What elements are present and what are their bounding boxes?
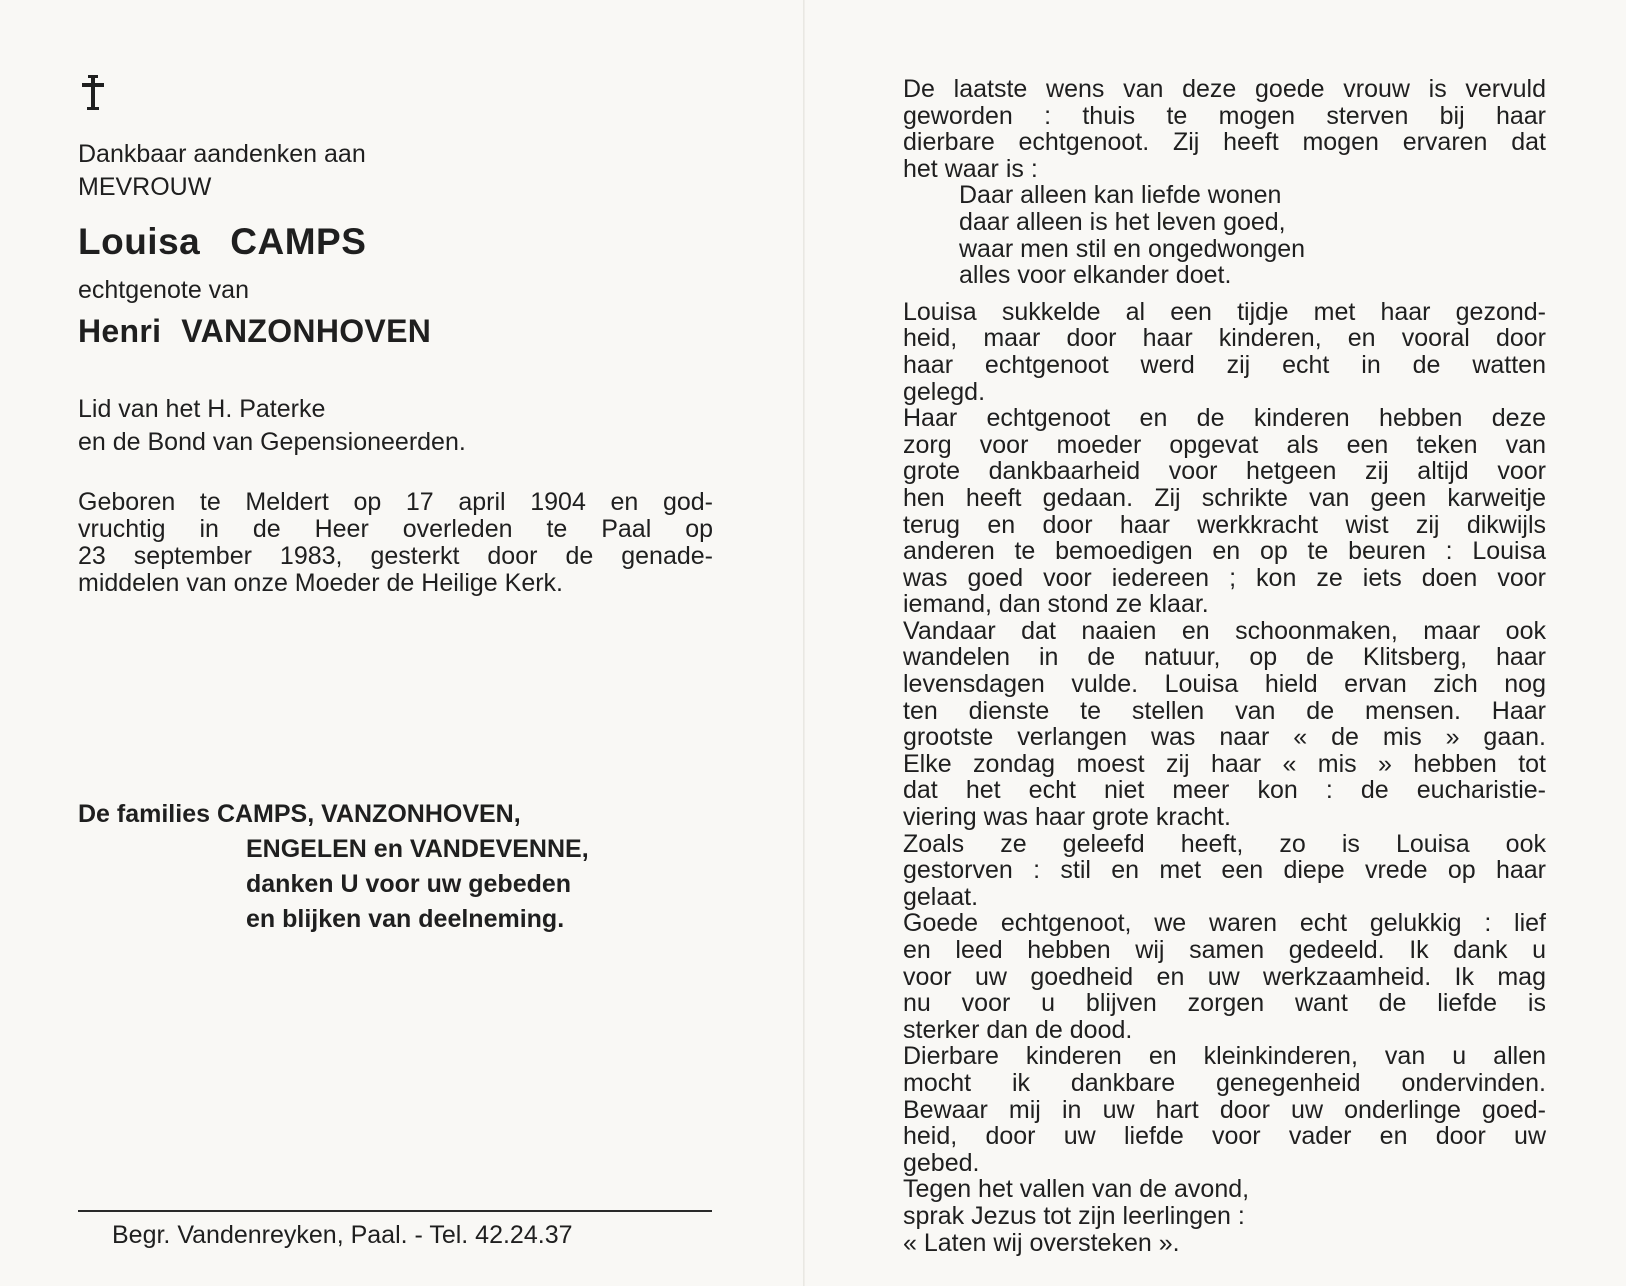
text-line: mocht ik dankbare genegenheid ondervinden. <box>903 1068 1546 1097</box>
poem-line: waar men stil en ongedwongen <box>959 234 1306 263</box>
spouse-label: echtgenote van <box>78 276 249 304</box>
text-line: zorg voor moeder opgevat als een teken van <box>903 430 1546 459</box>
membership-block <box>78 393 718 459</box>
text-line: heid, door uw liefde voor vader en door uw <box>903 1122 1546 1151</box>
text-line: en leed hebben wij samen gedeeld. Ik dank u <box>903 936 1546 964</box>
spouse-name <box>78 311 718 351</box>
text-line: voor uw goedheid en uw werkzaamheid. Ik mag <box>903 962 1546 991</box>
text-line: viering was haar grote kracht. <box>903 803 1231 832</box>
bio-line: middelen van onze Moeder de Heilige Kerk. <box>78 569 563 597</box>
text-line: iemand, dan stond ze klaar. <box>903 590 1209 619</box>
text-line: geworden : thuis te mogen sterven bij haar <box>903 101 1546 130</box>
deceased-last-name: CAMPS <box>230 221 367 262</box>
spouse-first-name: Henri <box>78 313 162 349</box>
spouse-last-name: VANZONHOVEN <box>181 313 432 349</box>
text-line: wandelen in de natuur, op de Klitsberg, haar <box>903 643 1546 672</box>
text-line: dierbare echtgenoot. Zij heeft mogen ervaren dat <box>903 128 1546 157</box>
text-line: dat het echt niet meer kon : de eucharistie- <box>903 776 1546 805</box>
paragraph-intro <box>903 76 1546 182</box>
title-text: MEVROUW <box>78 173 212 201</box>
poem-line: daar alleen is het leven goed, <box>959 207 1286 236</box>
deceased-first-name: Louisa <box>78 221 201 262</box>
bio-line: vruchtig in de Heer overleden te Paal op <box>78 515 713 543</box>
text-line: hen heeft gedaan. Zij schrikte van geen karweitje <box>903 483 1546 512</box>
text-line: Tegen het vallen van de avond, <box>903 1175 1250 1204</box>
text-line: Elke zondag moest zij haar « mis » hebben tot <box>903 749 1546 778</box>
text-line: Louisa sukkelde al een tijdje met haar gezond- <box>903 297 1546 326</box>
text-line: nu voor u blijven zorgen want de liefde is <box>903 989 1546 1018</box>
families-line: De families CAMPS, VANZONHOVEN, <box>78 800 521 828</box>
text-line: Zoals ze geleefd heeft, zo is Louisa ook <box>903 829 1546 858</box>
text-line: levensdagen vulde. Louisa hield ervan zich nog <box>903 670 1546 699</box>
text-line: heid, maar door haar kinderen, en vooral door <box>903 324 1546 353</box>
text-line: het waar is : <box>903 154 1038 183</box>
bio-block <box>78 489 713 597</box>
text-line: sprak Jezus tot zijn leerlingen : <box>903 1201 1245 1230</box>
text-line: was goed voor iedereen ; kon ze iets doen voor <box>903 563 1546 592</box>
text-line: gelaat. <box>903 882 979 911</box>
text-line: Dierbare kinderen en kleinkinderen, van u allen <box>903 1042 1546 1071</box>
text-line: grote dankbaarheid voor hetgeen zij altijd voor <box>903 457 1546 486</box>
text-line: gestorven : stil en met een diepe vrede op haar <box>903 856 1546 885</box>
poem-line: Daar alleen kan liefde wonen <box>959 181 1282 210</box>
left-page <box>78 70 718 937</box>
text-line: gelegd. <box>903 377 986 406</box>
right-page <box>903 76 1546 1256</box>
poem <box>903 182 1546 288</box>
text-line: terug en door haar werkkracht wist zij dikwijls <box>903 510 1546 539</box>
text-line: grootste verlangen was naar « de mis » gaan. <box>903 723 1546 752</box>
divider <box>78 1210 712 1212</box>
text-line: Goede echtgenoot, we waren echt gelukkig : lief <box>903 909 1546 938</box>
text-line: De laatste wens van deze goede vrouw is vervuld <box>903 75 1546 103</box>
text-line: haar echtgenoot werd zij echt in de watten <box>903 350 1546 379</box>
bio-line: Geboren te Meldert op 17 april 1904 en god- <box>78 488 713 516</box>
text-line: gebed. <box>903 1148 980 1177</box>
deceased-name <box>78 220 718 264</box>
intro-text: Dankbaar aandenken aan <box>78 140 366 168</box>
families-line: en blijken van deelneming. <box>246 905 565 933</box>
text-line: ten dienste te stellen van de mensen. Haar <box>903 696 1546 725</box>
poem-line: alles voor elkander doet. <box>959 261 1232 290</box>
families-line: danken U voor uw gebeden <box>246 870 572 898</box>
text-line: Bewaar mij in uw hart door uw onderlinge goed- <box>903 1095 1546 1124</box>
text-line: « Laten wij oversteken ». <box>903 1228 1180 1257</box>
families-line: ENGELEN en VANDEVENNE, <box>246 835 589 863</box>
bio-line: 23 september 1983, gesterkt door de genade- <box>78 542 713 570</box>
paragraph-main <box>903 299 1546 1256</box>
families-block <box>78 797 718 937</box>
text-line: Vandaar dat naaien en schoonmaken, maar ook <box>903 616 1546 645</box>
text-line: Haar echtgenoot en de kinderen hebben deze <box>903 404 1546 433</box>
text-line: sterker dan de dood. <box>903 1015 1133 1044</box>
membership-line: Lid van het H. Paterke <box>78 395 326 423</box>
card-fold <box>803 0 805 1286</box>
printer-credit: Begr. Vandenreyken, Paal. - Tel. 42.24.37 <box>112 1221 573 1249</box>
membership-line: en de Bond van Gepensioneerden. <box>78 428 466 456</box>
text-line: anderen te bemoedigen en op te beuren : Louisa <box>903 537 1546 566</box>
